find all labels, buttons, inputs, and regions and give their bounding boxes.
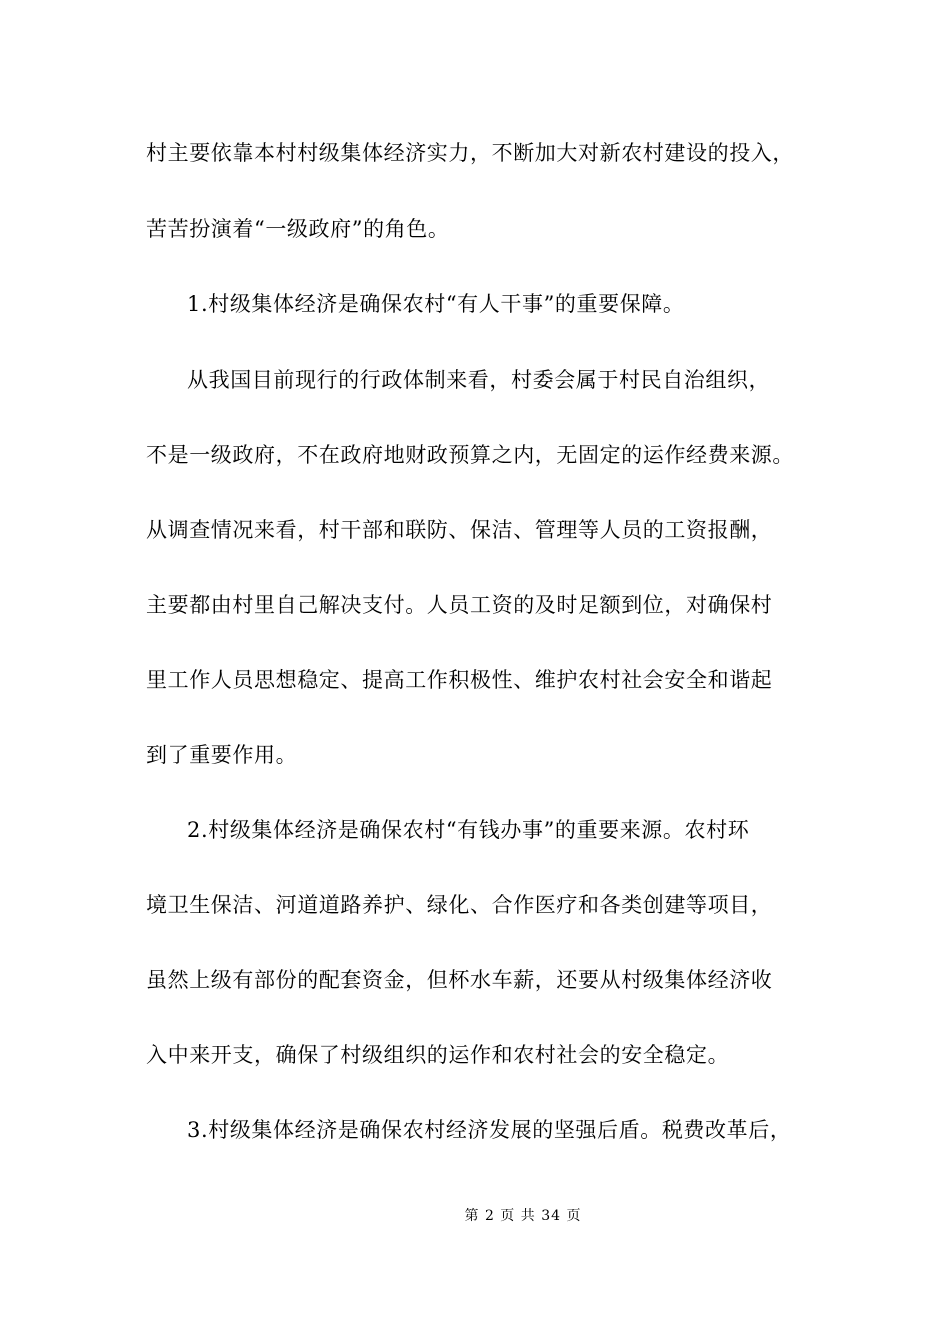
section-heading-2: 2.村级集体经济是确保农村“有钱办事”的重要来源。农村环 <box>187 818 750 842</box>
text-line-11: 境卫生保洁、河道道路养护、绿化、合作医疗和各类创建等项目， <box>146 893 773 917</box>
section-heading-3: 3.村级集体经济是确保农村经济发展的坚强后盾。税费改革后， <box>187 1118 792 1142</box>
text-line-4: 从我国目前现行的行政体制来看，村委会属于村民自治组织， <box>187 368 771 392</box>
page-footer: 第 2 页 共 34 页 <box>464 1208 582 1224</box>
text-line-5: 不是一级政府，不在政府地财政预算之内，无固定的运作经费来源。 <box>146 443 794 467</box>
text-line-1: 村主要依靠本村村级集体经济实力，不断加大对新农村建设的投入， <box>146 141 794 165</box>
text-line-9: 到了重要作用。 <box>146 743 298 767</box>
text-line-8: 里工作人员思想稳定、提高工作积极性、维护农村社会安全和谐起 <box>146 668 773 692</box>
text-line-13: 入中来开支，确保了村级组织的运作和农村社会的安全稳定。 <box>146 1043 730 1067</box>
text-line-7: 主要都由村里自己解决支付。人员工资的及时足额到位，对确保村 <box>146 593 773 617</box>
text-line-12: 虽然上级有部份的配套资金，但杯水车薪，还要从村级集体经济收 <box>146 968 773 992</box>
text-line-2: 苦苦扮演着“一级政府”的角色。 <box>146 217 450 241</box>
text-line-6: 从调查情况来看，村干部和联防、保洁、管理等人员的工资报酬， <box>146 518 773 542</box>
section-heading-1: 1.村级集体经济是确保农村“有人干事”的重要保障。 <box>187 292 685 316</box>
